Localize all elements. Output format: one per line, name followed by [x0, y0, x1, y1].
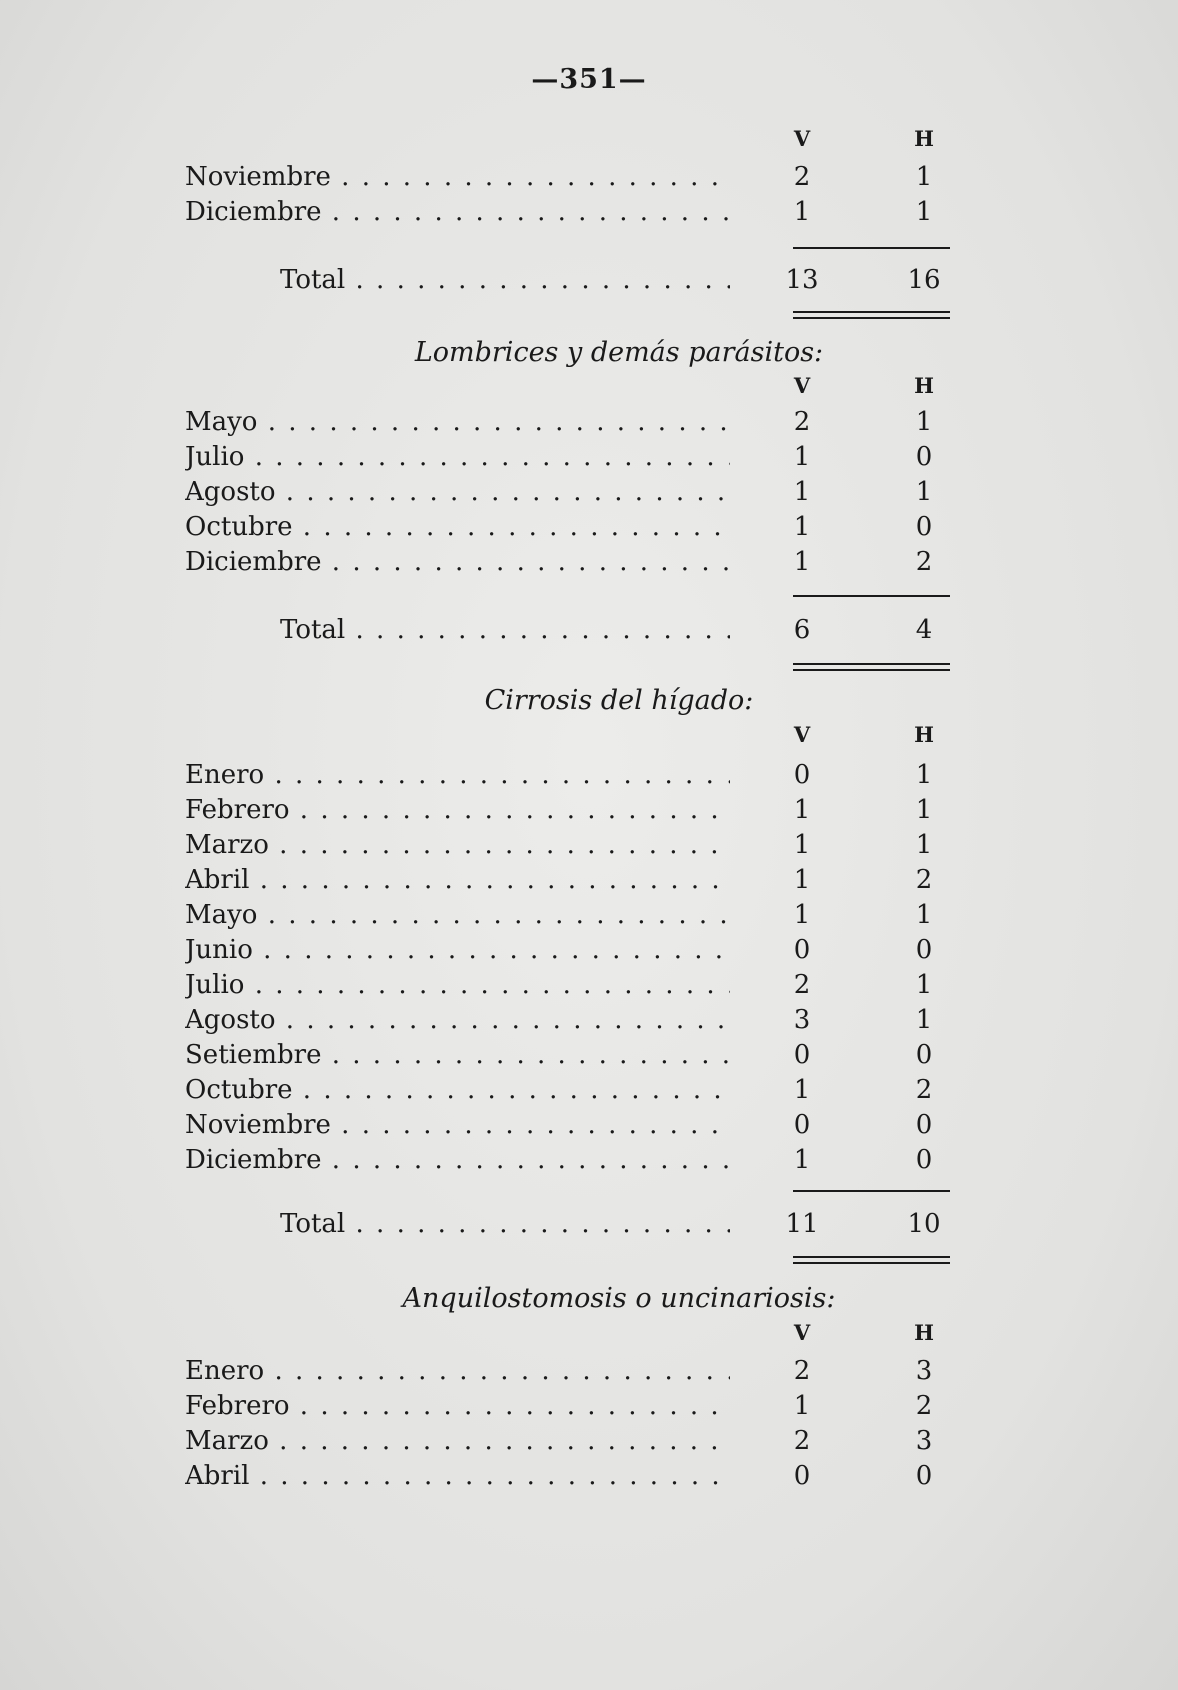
row-h-value: 1: [915, 760, 933, 790]
table-row: [185, 510, 950, 544]
row-label: Abril . . .: [185, 1459, 730, 1493]
row-h-value: 2: [915, 1075, 933, 1105]
column-h-label: H: [914, 126, 934, 151]
column-v-label: V: [793, 373, 811, 398]
subtotal-rule: [793, 1190, 950, 1192]
row-h-value: 1: [915, 407, 933, 437]
total-label: Total . . .: [280, 263, 730, 297]
row-label: Enero . . .: [185, 758, 730, 792]
total-h-value: 16: [907, 265, 941, 295]
row-label: Diciembre . . .: [185, 545, 730, 579]
row-v-value: 1: [793, 865, 811, 895]
table-row: [185, 475, 950, 509]
row-label: Febrero . . .: [185, 793, 730, 827]
total-h-value: 4: [915, 615, 933, 645]
row-h-value: 0: [915, 935, 933, 965]
subtotal-rule: [793, 595, 950, 597]
section-title-text: Anquilostomosis o uncinariosis:: [402, 1283, 836, 1314]
total-row: [185, 1207, 950, 1241]
total-double-rule: [793, 1256, 950, 1264]
total-h-value: 10: [907, 1209, 941, 1239]
table-row: [185, 160, 950, 194]
column-header: [185, 124, 950, 154]
total-v-value: 13: [785, 265, 819, 295]
table-row: [185, 195, 950, 229]
row-h-value: 1: [915, 1005, 933, 1035]
table-row: [185, 898, 950, 932]
row-h-value: 3: [915, 1426, 933, 1456]
table-row: [185, 1389, 950, 1423]
row-label: Diciembre . . .: [185, 1143, 730, 1177]
table-row: [185, 1038, 950, 1072]
row-label: Junio . . .: [185, 933, 730, 967]
column-h-label: H: [914, 373, 934, 398]
row-label: Octubre . . .: [185, 510, 730, 544]
table-row: [185, 1108, 950, 1142]
table-row: [185, 968, 950, 1002]
row-v-value: 1: [793, 1075, 811, 1105]
row-h-value: 0: [915, 1145, 933, 1175]
row-v-value: 1: [793, 795, 811, 825]
row-v-value: 2: [793, 407, 811, 437]
column-header: [185, 1318, 950, 1348]
row-v-value: 2: [793, 162, 811, 192]
table-row: [185, 1459, 950, 1493]
table-row: [185, 1143, 950, 1177]
section-title-cirrosis: [0, 682, 1178, 720]
row-h-value: 1: [915, 477, 933, 507]
row-label: Julio . . .: [185, 440, 730, 474]
row-v-value: 3: [793, 1005, 811, 1035]
column-v-label: V: [793, 1320, 811, 1345]
row-v-value: 2: [793, 1356, 811, 1386]
row-v-value: 0: [793, 1110, 811, 1140]
column-v-label: V: [793, 126, 811, 151]
total-row: [185, 263, 950, 297]
table-row: [185, 793, 950, 827]
total-v-value: 6: [793, 615, 811, 645]
row-h-value: 3: [915, 1356, 933, 1386]
row-v-value: 0: [793, 760, 811, 790]
row-h-value: 1: [915, 900, 933, 930]
table-row: [185, 1073, 950, 1107]
row-h-value: 1: [915, 197, 933, 227]
row-v-value: 1: [793, 830, 811, 860]
row-h-value: 0: [915, 1040, 933, 1070]
row-label: Diciembre . . .: [185, 195, 730, 229]
row-label: Enero . . .: [185, 1354, 730, 1388]
table-row: [185, 440, 950, 474]
section-title-lombrices: [0, 334, 1178, 372]
table-row: [185, 545, 950, 579]
column-h-label: H: [914, 1320, 934, 1345]
row-v-value: 2: [793, 970, 811, 1000]
table-row: [185, 1424, 950, 1458]
row-label: Marzo . . .: [185, 828, 730, 862]
section-title-anquilostomosis: [0, 1280, 1178, 1318]
total-label: Total . . .: [280, 613, 730, 647]
row-label: Noviembre . . .: [185, 1108, 730, 1142]
row-label: Agosto . . .: [185, 1003, 730, 1037]
table-row: [185, 405, 950, 439]
row-label: Agosto . . .: [185, 475, 730, 509]
row-label: Julio . . .: [185, 968, 730, 1002]
column-header: [185, 371, 950, 401]
row-h-value: 0: [915, 442, 933, 472]
row-h-value: 0: [915, 512, 933, 542]
row-label: Mayo . . .: [185, 405, 730, 439]
row-h-value: 0: [915, 1110, 933, 1140]
row-v-value: 1: [793, 1391, 811, 1421]
row-label: Octubre . . .: [185, 1073, 730, 1107]
row-v-value: 1: [793, 1145, 811, 1175]
row-v-value: 1: [793, 477, 811, 507]
row-v-value: 1: [793, 900, 811, 930]
row-label: Marzo . . .: [185, 1424, 730, 1458]
row-v-value: 0: [793, 1461, 811, 1491]
row-v-value: 1: [793, 442, 811, 472]
section-title-text: Cirrosis del hígado:: [484, 685, 754, 716]
row-label: Noviembre . . .: [185, 160, 730, 194]
row-label: Setiembre . . .: [185, 1038, 730, 1072]
column-v-label: V: [793, 722, 811, 747]
row-h-value: 1: [915, 162, 933, 192]
row-label: Abril . . .: [185, 863, 730, 897]
row-h-value: 2: [915, 1391, 933, 1421]
row-v-value: 2: [793, 1426, 811, 1456]
total-v-value: 11: [785, 1209, 819, 1239]
total-row: [185, 613, 950, 647]
page-number: —351—: [531, 64, 647, 95]
table-row: [185, 828, 950, 862]
total-double-rule: [793, 311, 950, 319]
section-title-text: Lombrices y demás parásitos:: [414, 337, 824, 368]
row-v-value: 0: [793, 935, 811, 965]
row-h-value: 2: [915, 547, 933, 577]
row-h-value: 1: [915, 795, 933, 825]
table-row: [185, 1354, 950, 1388]
column-h-label: H: [914, 722, 934, 747]
subtotal-rule: [793, 247, 950, 249]
column-header: [185, 720, 950, 750]
row-h-value: 1: [915, 970, 933, 1000]
row-v-value: 0: [793, 1040, 811, 1070]
row-v-value: 1: [793, 197, 811, 227]
table-row: [185, 863, 950, 897]
total-double-rule: [793, 663, 950, 671]
row-label: Mayo . . .: [185, 898, 730, 932]
total-label: Total . . .: [280, 1207, 730, 1241]
row-h-value: 0: [915, 1461, 933, 1491]
table-row: [185, 1003, 950, 1037]
row-label: Febrero . . .: [185, 1389, 730, 1423]
table-row: [185, 758, 950, 792]
row-h-value: 1: [915, 830, 933, 860]
table-row: [185, 933, 950, 967]
row-v-value: 1: [793, 547, 811, 577]
row-v-value: 1: [793, 512, 811, 542]
row-h-value: 2: [915, 865, 933, 895]
